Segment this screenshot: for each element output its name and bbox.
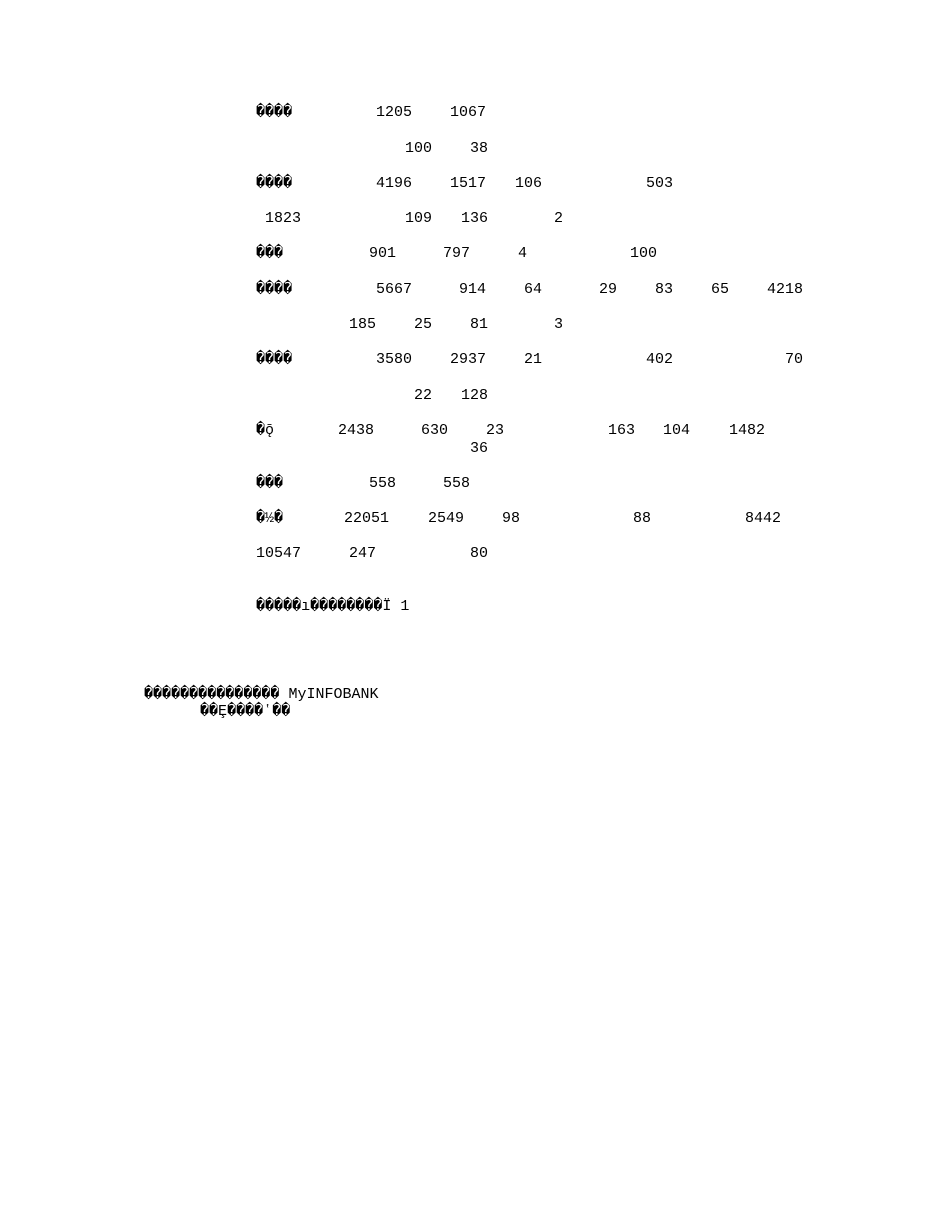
row-label: ����	[256, 104, 293, 121]
table-cell: 163	[608, 422, 636, 439]
table-cell: 3	[554, 316, 564, 333]
table-row	[0, 104, 950, 122]
table-cell: 558	[369, 475, 397, 492]
table-cell: 630	[421, 422, 449, 439]
table-cell: 8442	[745, 510, 782, 527]
table-cell: 503	[646, 175, 674, 192]
table-cell: 136	[461, 210, 489, 227]
table-cell: 80	[470, 545, 489, 562]
table-row	[0, 140, 950, 158]
table-cell: 4196	[376, 175, 413, 192]
table-cell: 3580	[376, 351, 413, 368]
table-cell: 29	[599, 281, 618, 298]
footer-source-text: ��������������� MyINFOBANK	[144, 686, 379, 703]
table-cell: 38	[470, 140, 489, 157]
table-cell: 914	[459, 281, 487, 298]
table-cell: 70	[785, 351, 804, 368]
table-cell: 1517	[450, 175, 487, 192]
note-line	[0, 598, 950, 616]
footer-line-2	[0, 703, 950, 721]
table-cell: 22	[414, 387, 433, 404]
table-cell: 23	[486, 422, 505, 439]
table-row	[0, 510, 950, 528]
table-cell: 4	[518, 245, 528, 262]
table-cell: 2	[554, 210, 564, 227]
table-row	[0, 281, 950, 299]
table-cell: 2549	[428, 510, 465, 527]
footer-line-1	[0, 686, 950, 704]
table-cell: 5667	[376, 281, 413, 298]
table-row	[0, 440, 950, 458]
table-cell: 2438	[338, 422, 375, 439]
table-cell: 402	[646, 351, 674, 368]
table-row	[0, 316, 950, 334]
table-row	[0, 545, 950, 563]
table-row	[0, 475, 950, 493]
table-cell: 65	[711, 281, 730, 298]
table-cell: 100	[405, 140, 433, 157]
row-label: ���	[256, 245, 284, 262]
table-cell: 64	[524, 281, 543, 298]
table-row	[0, 422, 950, 440]
table-cell: 10547	[256, 545, 302, 562]
table-cell: 25	[414, 316, 433, 333]
table-cell: 36	[470, 440, 489, 457]
table-cell: 185	[349, 316, 377, 333]
footer-subtext: ��Ȩ����ʽ��	[200, 703, 291, 720]
row-label: �½�	[256, 510, 284, 527]
table-cell: 4218	[767, 281, 804, 298]
table-cell: 128	[461, 387, 489, 404]
row-label: ����	[256, 281, 293, 298]
table-cell: 558	[443, 475, 471, 492]
table-cell: 797	[443, 245, 471, 262]
table-cell: 88	[633, 510, 652, 527]
table-cell: 83	[655, 281, 674, 298]
table-row	[0, 175, 950, 193]
table-cell: 98	[502, 510, 521, 527]
note-text: �����ı��������Ï 1	[256, 598, 410, 615]
table-cell: 100	[630, 245, 658, 262]
row-label: ����	[256, 351, 293, 368]
table-cell: 901	[369, 245, 397, 262]
table-cell: 1482	[729, 422, 766, 439]
table-cell: 247	[349, 545, 377, 562]
table-cell: 1205	[376, 104, 413, 121]
table-cell: 109	[405, 210, 433, 227]
table-row	[0, 387, 950, 405]
table-row	[0, 210, 950, 228]
table-row	[0, 245, 950, 263]
table-cell: 104	[663, 422, 691, 439]
table-cell: 106	[515, 175, 543, 192]
table-cell: 1067	[450, 104, 487, 121]
row-label: ���	[256, 475, 284, 492]
table-cell: 2937	[450, 351, 487, 368]
table-cell: 1823	[265, 210, 302, 227]
table-cell: 22051	[344, 510, 390, 527]
table-row	[0, 351, 950, 369]
table-cell: 81	[470, 316, 489, 333]
row-label: �ǭ	[256, 422, 275, 439]
table-cell: 21	[524, 351, 543, 368]
row-label: ����	[256, 175, 293, 192]
